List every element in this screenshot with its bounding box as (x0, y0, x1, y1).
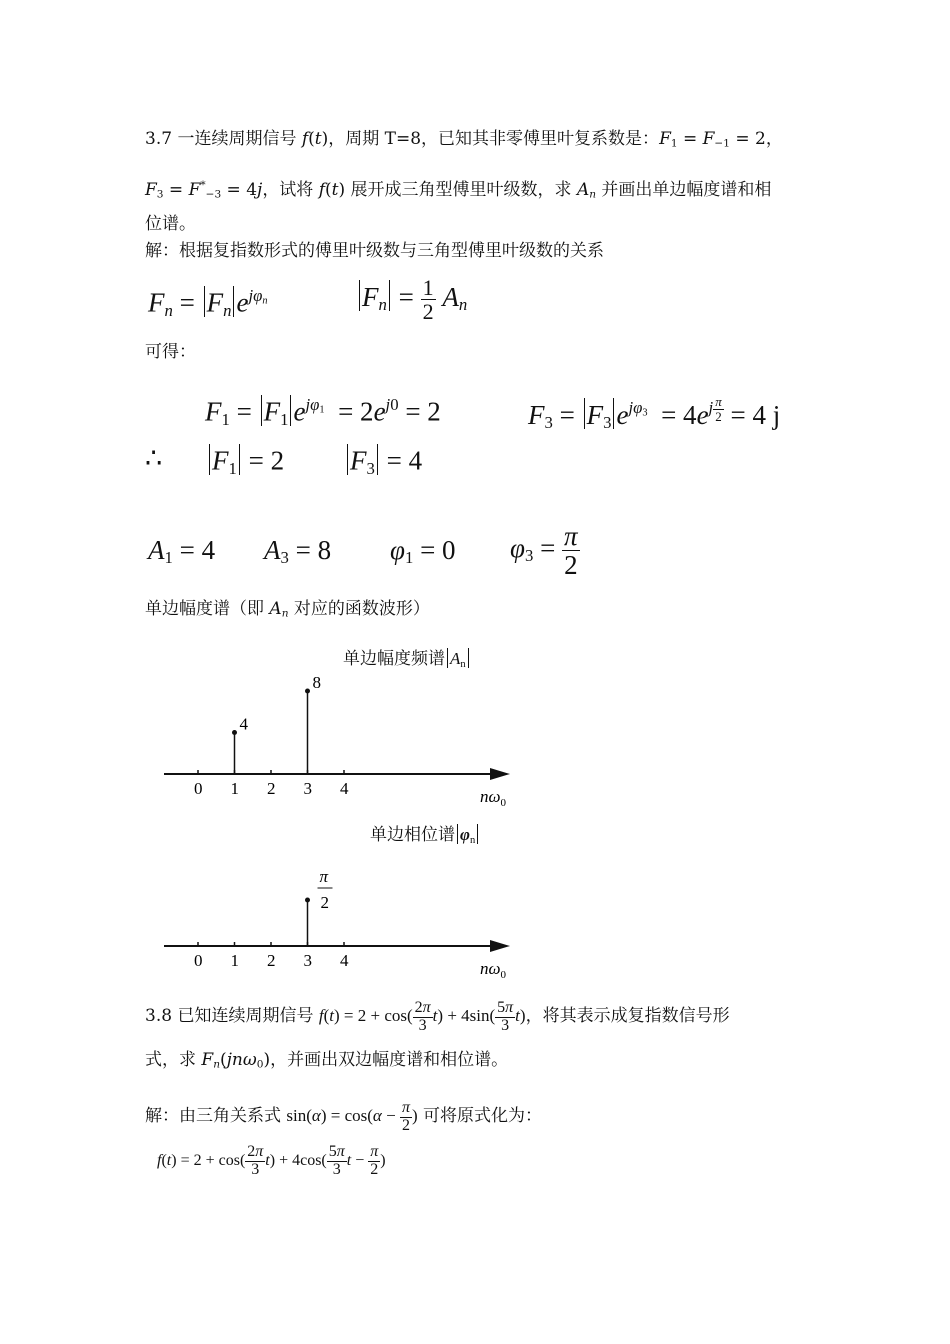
eq-F1: $F_1 = F_1$ $e^{j\varphi_1} = 2e^{j0} = 2$ (205, 394, 441, 429)
problem-38-solution: 解：由三角关系式 sin(α) = cos(α − $\frac{\pi}{2}$ ) 可将原式化为： (145, 1099, 543, 1134)
therefore-symbol: ∴ (145, 443, 163, 473)
phase-spectrum-chart (150, 865, 520, 980)
eq-relation-1: $F_n = F_n$ $e^{j\varphi_n}$ (148, 285, 268, 320)
eq-relation-2: $F_n$ = $\frac{1}{2}$ $A_n$ (357, 276, 467, 323)
problem-38-result: f(t) = 2 + cos( $\frac{2\pi}{3}$ t) + 4cos( $\frac{5\pi}{3}$ t − $\frac{\pi}{2}$ ) (157, 1143, 386, 1178)
eq-phi1: $\varphi_1 = 0$ (390, 535, 456, 568)
phase-tick-label-1: 1 (230, 951, 239, 970)
problem-38-line-2: 式，求 $F_n(jn\omega_0)$，并画出双边幅度谱和相位谱。 (145, 1050, 509, 1071)
phase-x-label: $n\omega_0$ (480, 959, 507, 980)
amplitude-note: 单边幅度谱（即 $A_n$ 对应的函数波形） (145, 599, 430, 620)
amp-tick-label-1: 1 (230, 779, 239, 798)
solution-intro: 解：根据复指数形式的傅里叶级数与三角型傅里叶级数的关系 (145, 241, 604, 261)
eq-absF3: $F_3 = 4$ (345, 444, 422, 475)
amp-data-label-3: 8 (312, 675, 321, 692)
phase-tick-label-0: 0 (194, 951, 203, 970)
amp-tick-label-3: 3 (303, 779, 312, 798)
amp-x-axis-arrow (490, 768, 510, 780)
amp-data-label-1: 4 (239, 714, 248, 734)
phase-data-label-num-3: π (319, 867, 329, 886)
amplitude-spectrum-chart (150, 675, 520, 810)
problem-37-line-1: 3.7 一连续周期信号 f(t)，周期 T=8，已知其非零傅里叶复系数是：$F_1 = F_{-1} = 2$， (145, 129, 783, 150)
phase-chart-title: 单边相位谱 $\varphi_n$ (370, 824, 480, 844)
obtain-label: 可得： (145, 342, 196, 362)
phase-x-axis-arrow (490, 940, 510, 952)
amp-chart-title: 单边幅度频谱 $A_n$ (343, 648, 471, 668)
problem-38-line-1: 3.8 已知连续周期信号 f(t) = 2 + cos( $\frac{2\pi}{3}$ t) + 4sin( $\frac{5\pi}{3}$ t)，将其表示成复指数信号形 (145, 999, 730, 1034)
phase-tick-label-3: 3 (303, 951, 312, 970)
eq-phi3: $\varphi_3$ = $\frac{\pi}{2}$ (510, 521, 578, 581)
amp-tick-label-0: 0 (194, 779, 203, 798)
amp-tick-label-4: 4 (340, 779, 349, 798)
problem-37-line-2: $F_3 = F^*_{-3} = 4j$，试将 f(t) 展开成三角型傅里叶级数，求 $A_n$ 并画出单边幅度谱和相 (145, 179, 772, 201)
eq-A1: $A_1 = 4$ (148, 535, 216, 568)
amp-x-label: $n\omega_0$ (480, 787, 507, 809)
phase-stem-dot-3 (305, 898, 310, 903)
eq-absF1: $F_1 = 2$ (207, 444, 284, 475)
amp-stem-dot-3 (305, 689, 310, 694)
phase-data-label-den-3: 2 (320, 893, 329, 912)
amp-stem-dot-1 (232, 730, 237, 735)
eq-A3: $A_3 = 8$ (264, 535, 332, 568)
eq-F3: $F_3 = F_3$ $e^{j\varphi_3} = 4e^{j \frac{\pi}{2}}$ = 4 j (528, 394, 781, 433)
problem-37-line-3: 位谱。 (145, 214, 196, 234)
phase-tick-label-4: 4 (340, 951, 349, 970)
amp-tick-label-2: 2 (267, 779, 276, 798)
phase-tick-label-2: 2 (267, 951, 276, 970)
